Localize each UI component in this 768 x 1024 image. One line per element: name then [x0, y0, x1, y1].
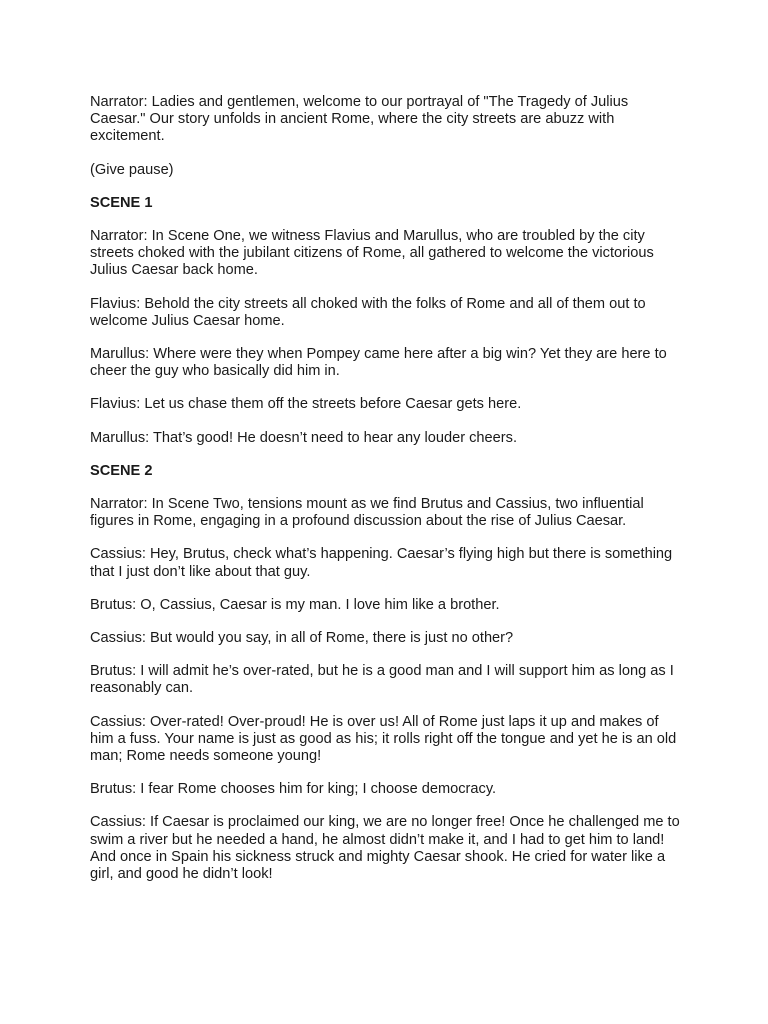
- stage-direction: (Give pause): [90, 161, 174, 178]
- scene-1-narration: Narrator: In Scene One, we witness Flavius and Marullus, who are troubled by the city streets choked with the jubilant citizens of Rome, all gathered to welcome the victorious Julius Caesar back home.: [90, 228, 654, 279]
- script-document: [90, 94, 680, 899]
- dialogue-line: Brutus: I fear Rome chooses him for king; I choose democracy.: [90, 781, 497, 798]
- dialogue-line: Cassius: Hey, Brutus, check what’s happening. Caesar’s flying high but there is something that I just don’t like about that guy.: [90, 546, 673, 580]
- dialogue-line: Cassius: But would you say, in all of Rome, there is just no other?: [90, 630, 514, 647]
- dialogue-line: Flavius: Let us chase them off the streets before Caesar gets here.: [90, 396, 522, 413]
- scene-2-heading: SCENE 2: [90, 462, 153, 479]
- dialogue-line: Flavius: Behold the city streets all choked with the folks of Rome and all of them out to welcome Julius Caesar home.: [90, 295, 646, 329]
- scene-1-heading: SCENE 1: [90, 194, 153, 211]
- scene-2-narration: Narrator: In Scene Two, tensions mount as we find Brutus and Cassius, two influential figures in Rome, engaging in a profound discussion about the rise of Julius Caesar.: [90, 496, 644, 530]
- dialogue-line: Cassius: If Caesar is proclaimed our king, we are no longer free! Once he challenged me to swim a river but he needed a hand, he almost didn’t make it, and I had to get him to land! And once in Spain his sickness struck and mighty Caesar shook. He cried for water like a girl, and good he didn’t look!: [90, 814, 680, 883]
- dialogue-line: Brutus: O, Cassius, Caesar is my man. I love him like a brother.: [90, 596, 500, 613]
- dialogue-line: Marullus: That’s good! He doesn’t need to hear any louder cheers.: [90, 429, 517, 446]
- narrator-intro: Narrator: Ladies and gentlemen, welcome to our portrayal of "The Tragedy of Julius Caesar." Our story unfolds in ancient Rome, where the city streets are abuzz with excitement.: [90, 94, 629, 145]
- dialogue-line: Marullus: Where were they when Pompey came here after a big win? Yet they are here to cheer the guy who basically did him in.: [90, 346, 667, 380]
- dialogue-line: Cassius: Over-rated! Over-proud! He is over us! All of Rome just laps it up and makes of him a fuss. Your name is just as good as his; it rolls right off the tongue and yet he is an old man; Rome needs someone young!: [90, 713, 677, 765]
- dialogue-line: Brutus: I will admit he’s over-rated, but he is a good man and I will support him as long as I reasonably can.: [90, 663, 674, 697]
